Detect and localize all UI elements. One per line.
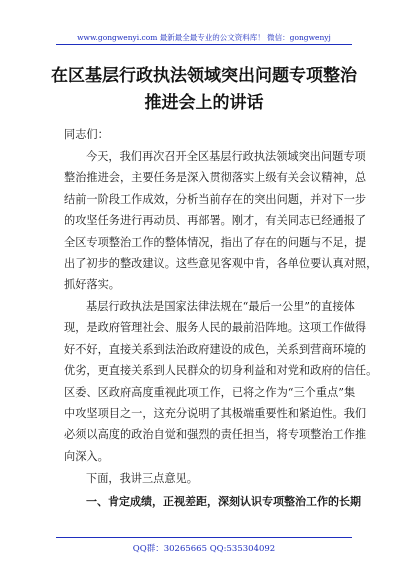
paragraph-line: 今天，我们再次召开全区基层行政执法领域突出问题专项: [86, 150, 366, 163]
paragraph-line: 中攻坚项目之一，这充分说明了其极端重要性和紧迫性。我们: [64, 406, 367, 420]
paragraph-2: [64, 296, 378, 467]
paragraph-line: 优劣，更直接关系到人民群众的切身利益和对党和政府的信任。: [64, 364, 378, 378]
paragraph-line: 整治推进会，主要任务是深入贯彻落实上级有关会议精神，总: [64, 171, 367, 185]
paragraph-line: 结前一阶段工作成效，分析当前存在的突出问题，并对下一步: [64, 192, 367, 206]
salutation-text: 同志们：: [64, 128, 109, 141]
paragraph-line: 全区专项整治工作的整体情况，指出了存在的问题与不足，提: [64, 235, 367, 249]
paragraph-line: 现，是政府管理社会、服务人民的最前沿阵地。这项工作做得: [64, 321, 367, 335]
header-website-line: www.gongwenyi.com 最新最全最专业的公文资料库！ 微信：gongwenyj: [77, 33, 331, 42]
footer-contact-line: QQ群：30265665 QQ:535304092: [132, 544, 276, 554]
paragraph-line: 必须以高度的政治自觉和强烈的责任担当，将专项整治工作推: [64, 428, 367, 442]
paragraph-3: [64, 468, 354, 489]
paragraph-line: 的攻坚任务进行再动员、再部署。刚才，有关同志已经通报了: [64, 214, 367, 228]
paragraph-line: 下面，我讲三点意见。: [86, 472, 198, 485]
header-divider: [56, 44, 352, 45]
paragraph-line: 基层行政执法是国家法律法规在“最后一公里”的直接体: [86, 300, 355, 313]
salutation: [64, 124, 354, 145]
document-title-line-1: 在区基层行政执法领域突出问题专项整治: [51, 66, 357, 86]
paragraph-1: [64, 146, 378, 296]
paragraph-line: 抓好落实。: [64, 278, 120, 292]
section-heading-1: 一、肯定成绩，正视差距，深刻认识专项整治工作的长期: [86, 495, 361, 508]
document-title-line-2: 推进会上的讲话: [144, 93, 264, 113]
paragraph-line: 区委、区政府高度重视此项工作，已将之作为“三个重点”集: [64, 385, 356, 399]
footer-divider: [56, 537, 352, 538]
paragraph-line: 好不好，直接关系到法治政府建设的成色，关系到营商环境的: [64, 342, 367, 356]
paragraph-line: 向深入。: [64, 449, 109, 463]
paragraph-line: 出了初步的整改建议。这些意见客观中肯，各单位要认真对照，: [64, 256, 378, 270]
